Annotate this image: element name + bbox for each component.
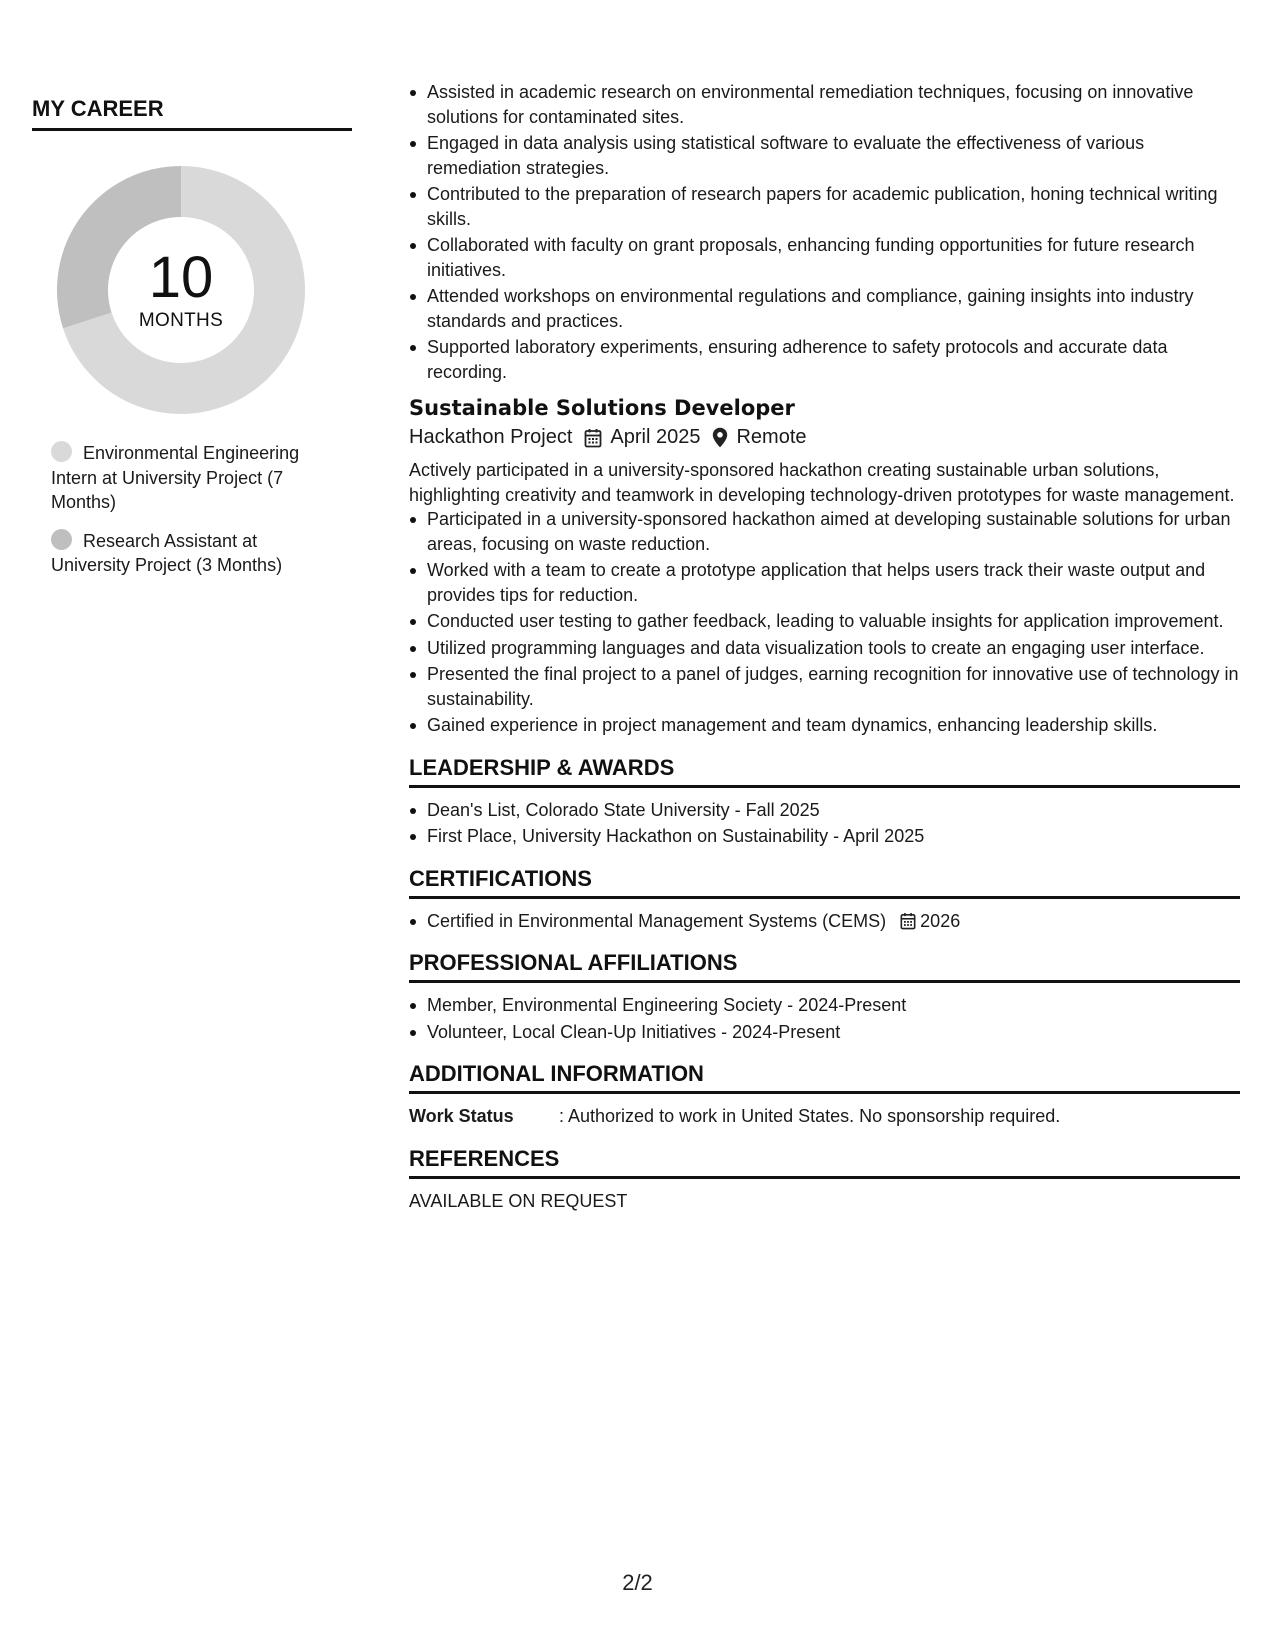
additional-info-heading: ADDITIONAL INFORMATION <box>409 1061 1240 1094</box>
career-legend <box>51 441 321 578</box>
legend-item <box>51 441 321 515</box>
references-heading: REFERENCES <box>409 1146 1240 1179</box>
project-meta <box>409 426 1240 449</box>
calendar-icon <box>900 912 916 930</box>
references-text: AVAILABLE ON REQUEST <box>409 1190 628 1211</box>
project-bullet-list <box>409 507 1240 738</box>
affiliations-heading: PROFESSIONAL AFFILIATIONS <box>409 950 1240 983</box>
bullet-item: Contributed to the preparation of research papers for academic publication, honing technical writing skills. <box>409 182 1240 231</box>
legend-dot <box>51 441 72 462</box>
bullet-item: Presented the final project to a panel of judges, earning recognition for innovative use of technology in sustainability. <box>409 662 1240 711</box>
project-organization: Hackathon Project <box>409 426 573 448</box>
legend-dot <box>51 529 72 550</box>
affiliations-list <box>409 993 1240 1044</box>
donut-center <box>56 165 306 415</box>
page-number: 2/2 <box>622 1570 653 1595</box>
bullet-item: Attended workshops on environmental regulations and compliance, gaining insights into industry standards and practices. <box>409 284 1240 333</box>
research-bullet-list <box>409 80 1240 384</box>
bullet-item: Supported laboratory experiments, ensuring adherence to safety protocols and accurate data recording. <box>409 335 1240 384</box>
legend-label: Environmental Engineering Intern at University Project (7 Months) <box>51 443 300 512</box>
main-content <box>409 80 1240 1213</box>
career-title: MY CAREER <box>32 96 352 131</box>
bullet-item: Participated in a university-sponsored hackathon aimed at developing sustainable solutions for urban areas, focusing on waste reduction. <box>409 507 1240 556</box>
career-donut-chart <box>56 165 306 415</box>
award-item: First Place, University Hackathon on Sustainability - April 2025 <box>409 824 1240 849</box>
award-item: Dean's List, Colorado State University - Fall 2025 <box>409 798 1240 823</box>
work-status-label: Work Status <box>409 1106 514 1126</box>
work-status-value: : Authorized to work in United States. No sponsorship required. <box>559 1106 1061 1126</box>
bullet-item: Engaged in data analysis using statistical software to evaluate the effectiveness of various remediation strategies. <box>409 131 1240 180</box>
legend-item <box>51 529 321 578</box>
bullet-item: Utilized programming languages and data visualization tools to create an engaging user interface. <box>409 636 1240 661</box>
legend-label: Research Assistant at University Project (3 Months) <box>51 530 283 575</box>
work-status-row <box>409 1104 1240 1129</box>
donut-total-unit: MONTHS <box>138 310 224 331</box>
certifications-heading: CERTIFICATIONS <box>409 866 1240 899</box>
leadership-heading: LEADERSHIP & AWARDS <box>409 755 1240 788</box>
leadership-list <box>409 798 1240 849</box>
bullet-item: Conducted user testing to gather feedback, leading to valuable insights for application improvement. <box>409 609 1240 634</box>
project-title: Sustainable Solutions Developer <box>409 396 795 420</box>
donut-total-number: 10 <box>148 245 214 310</box>
certification-item <box>409 909 1240 934</box>
certification-name: Certified in Environmental Management Systems (CEMS) <box>427 910 887 931</box>
calendar-icon <box>584 428 602 448</box>
certifications-list <box>409 909 1240 934</box>
project-location: Remote <box>736 426 807 448</box>
map-pin-icon <box>712 427 728 448</box>
bullet-item: Worked with a team to create a prototype application that helps users track their waste output and provides tips for reduction. <box>409 558 1240 607</box>
project-date: April 2025 <box>610 426 701 448</box>
bullet-item: Assisted in academic research on environmental remediation techniques, focusing on innovative solutions for contaminated sites. <box>409 80 1240 129</box>
career-sidebar <box>32 96 352 592</box>
certification-year: 2026 <box>920 910 961 931</box>
affiliation-item: Volunteer, Local Clean-Up Initiatives - 2024-Present <box>409 1020 1240 1045</box>
project-description: Actively participated in a university-sponsored hackathon creating sustainable urban solutions, highlighting creativity and teamwork in developing technology-driven prototypes for waste management. <box>409 460 1235 505</box>
bullet-item: Gained experience in project management and team dynamics, enhancing leadership skills. <box>409 713 1240 738</box>
bullet-item: Collaborated with faculty on grant proposals, enhancing funding opportunities for future research initiatives. <box>409 233 1240 282</box>
affiliation-item: Member, Environmental Engineering Society - 2024-Present <box>409 993 1240 1018</box>
